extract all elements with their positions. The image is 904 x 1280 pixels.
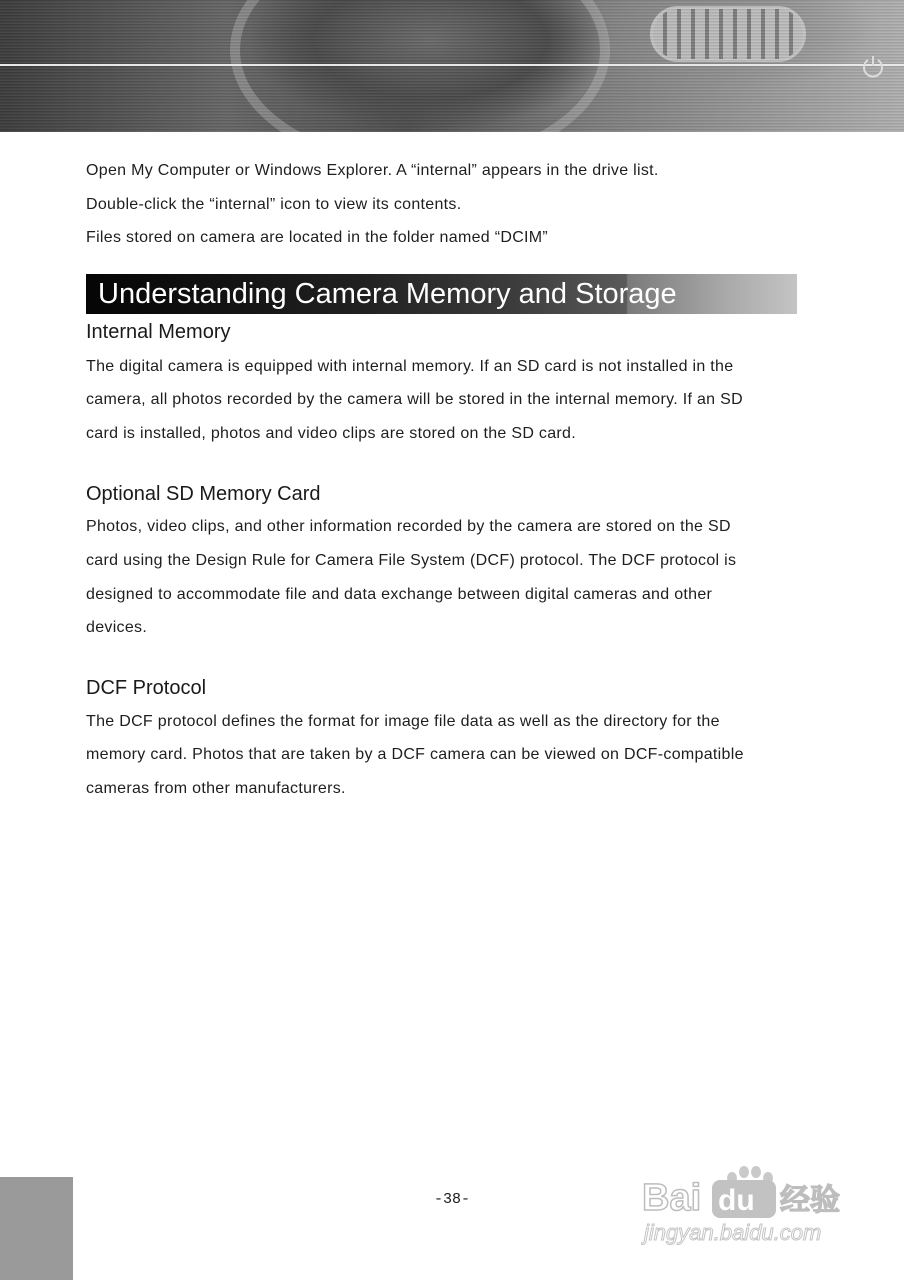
internal-memory-line-3: card is installed, photos and video clips are stored on the SD card. [86, 425, 576, 442]
watermark-jingyan: 经验 [780, 1183, 840, 1218]
section-header-bar [86, 274, 797, 314]
dcf-line-3: cameras from other manufacturers. [86, 780, 346, 797]
watermark-du: du [718, 1184, 755, 1217]
baidu-watermark-logo [640, 1148, 870, 1248]
internal-memory-line-2: camera, all photos recorded by the camera will be stored in the internal memory. If an SD [86, 391, 743, 408]
internal-memory-heading: Internal Memory [86, 321, 231, 343]
dcf-line-2: memory card. Photos that are taken by a DCF camera can be viewed on DCF-compatible [86, 746, 744, 763]
banner-texture [0, 0, 904, 132]
sd-card-line-2: card using the Design Rule for Camera File System (DCF) protocol. The DCF protocol is [86, 552, 737, 569]
section-title: Understanding Camera Memory and Storage [98, 278, 677, 310]
banner-divider [0, 64, 904, 66]
sd-card-line-1: Photos, video clips, and other information recorded by the camera are stored on the SD [86, 518, 731, 535]
internal-memory-line-1: The digital camera is equipped with internal memory. If an SD card is not installed in the [86, 358, 734, 375]
power-icon [860, 54, 886, 80]
dcf-line-1: The DCF protocol defines the format for image file data as well as the directory for the [86, 713, 720, 730]
header-banner [0, 0, 904, 132]
sd-card-line-3: designed to accommodate file and data exchange between digital cameras and other [86, 586, 713, 603]
sd-card-heading: Optional SD Memory Card [86, 483, 321, 505]
intro-line-2: Double-click the “internal” icon to view its contents. [86, 196, 462, 213]
watermark-url: jingyan.baidu.com [644, 1220, 822, 1245]
sd-card-line-4: devices. [86, 619, 148, 636]
intro-line-3: Files stored on camera are located in the folder named “DCIM” [86, 229, 549, 246]
intro-line-1: Open My Computer or Windows Explorer. A “internal” appears in the drive list. [86, 162, 659, 179]
dcf-heading: DCF Protocol [86, 677, 207, 699]
page-number: -38- [433, 1191, 470, 1208]
watermark-brand: Bai [642, 1177, 702, 1219]
page-corner-tab [0, 1177, 73, 1280]
